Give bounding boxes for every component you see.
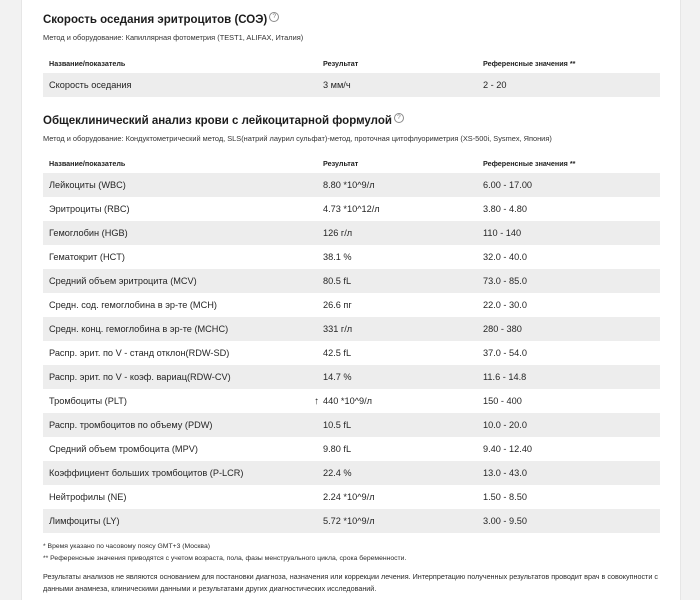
table-row	[43, 413, 660, 437]
result-cell	[323, 252, 483, 262]
table-row	[43, 341, 660, 365]
table-row	[43, 221, 660, 245]
indicator-name: Тромбоциты (PLT)	[49, 396, 127, 406]
table-row	[43, 197, 660, 221]
result-value: 38.1 %	[323, 252, 352, 262]
result-value: 10.5 fL	[323, 420, 352, 430]
section-title: Скорость оседания эритроцитов (СОЭ)	[43, 14, 268, 26]
indicator-name: Средний объем тромбоцита (MPV)	[49, 444, 198, 454]
table-row	[43, 293, 660, 317]
indicator-name: Гематокрит (HCT)	[49, 252, 125, 262]
indicator-name: Скорость оседания	[49, 80, 132, 90]
indicator-name: Распр. эрит. по V - коэф. вариац(RDW-CV)	[49, 372, 231, 382]
reference-range: 1.50 - 8.50	[483, 492, 527, 502]
indicator-name: Средн. сод. гемоглобина в эр-те (MCH)	[49, 300, 217, 310]
esr-title-row	[43, 14, 660, 26]
indicator-name: Распр. тромбоцитов по объему (PDW)	[49, 420, 213, 430]
reference-range: 110 - 140	[483, 228, 522, 238]
result-value: 14.7 %	[323, 372, 352, 382]
column-header-reference: Референсные значения **	[483, 159, 576, 168]
result-cell	[323, 180, 483, 190]
indicator-name: Коэффициент больших тромбоцитов (P-LCR)	[49, 468, 244, 478]
indicator-name: Распр. эрит. по V - станд отклон(RDW-SD)	[49, 348, 230, 358]
result-value: 4.73 *10^12/л	[323, 204, 380, 214]
esr-rows	[43, 73, 660, 97]
report-page	[21, 0, 681, 600]
result-value: 80.5 fL	[323, 276, 352, 286]
table-header	[43, 54, 660, 73]
result-value: 42.5 fL	[323, 348, 352, 358]
table-row	[43, 269, 660, 293]
disclaimer: Результаты анализов не являются основанием для постановки диагноза, назначения или коррекции лечения. Интерпретацию полученных результатов проводит врач в совокупности с данными анамнеза, клиническими данными и результатами других диагностических исследований.	[43, 572, 658, 593]
result-value: 2.24 *10^9/л	[323, 492, 375, 502]
cbc-title-row	[43, 115, 660, 127]
result-cell	[323, 276, 483, 286]
table-row	[43, 485, 660, 509]
indicator-name: Эритроциты (RBC)	[49, 204, 130, 214]
result-value: 22.4 %	[323, 468, 352, 478]
indicator-name: Лейкоциты (WBC)	[49, 180, 126, 190]
help-icon[interactable]: ?	[394, 113, 404, 123]
arrow-up-icon: ↑	[314, 396, 319, 407]
result-cell	[323, 300, 483, 310]
cbc-rows	[43, 173, 660, 533]
reference-range: 32.0 - 40.0	[483, 252, 527, 262]
reference-range: 3.80 - 4.80	[483, 204, 527, 214]
indicator-name: Лимфоциты (LY)	[49, 516, 120, 526]
reference-range: 9.40 - 12.40	[483, 444, 533, 454]
table-row	[43, 437, 660, 461]
indicator-name: Гемоглобин (HGB)	[49, 228, 128, 238]
table-row	[43, 173, 660, 197]
column-header-name: Название/показатель	[49, 159, 126, 168]
reference-range: 73.0 - 85.0	[483, 276, 527, 286]
section-title: Общеклинический анализ крови с лейкоцитарной формулой	[43, 115, 392, 127]
esr-section	[43, 14, 660, 97]
result-cell	[323, 348, 483, 358]
indicator-name: Средн. конц. гемоглобина в эр-те (MCHC)	[49, 324, 229, 334]
reference-range: 22.0 - 30.0	[483, 300, 527, 310]
column-header-result: Результат	[323, 59, 359, 68]
footnotes	[43, 543, 660, 595]
reference-range: 11.6 - 14.8	[483, 372, 527, 382]
footnote-reference: ** Референсные значения приводятся с учетом возраста, пола, фазы менструального цикла, срока беременности.	[43, 555, 407, 562]
result-cell	[323, 228, 483, 238]
result-cell	[323, 324, 483, 334]
table-row	[43, 389, 660, 413]
table-row	[43, 317, 660, 341]
table-row	[43, 245, 660, 269]
result-cell	[314, 396, 483, 407]
table-header	[43, 154, 660, 173]
result-cell	[323, 420, 483, 430]
reference-range: 3.00 - 9.50	[483, 516, 527, 526]
result-cell	[323, 444, 483, 454]
column-header-name: Название/показатель	[49, 59, 126, 68]
result-value: 3 мм/ч	[323, 80, 351, 90]
method-description: Метод и оборудование: Капиллярная фотометрия (TEST1, ALIFAX, Италия)	[43, 33, 304, 42]
result-value: 8.80 *10^9/л	[323, 180, 375, 190]
reference-range: 150 - 400	[483, 396, 522, 406]
reference-range: 6.00 - 17.00	[483, 180, 533, 190]
result-value: 9.80 fL	[323, 444, 352, 454]
indicator-name: Средний объем эритроцита (MCV)	[49, 276, 197, 286]
table-row	[43, 365, 660, 389]
result-value: 331 г/л	[323, 324, 353, 334]
result-value: 440 *10^9/л	[323, 396, 373, 406]
result-cell	[323, 468, 483, 478]
result-value: 5.72 *10^9/л	[323, 516, 375, 526]
reference-range: 2 - 20	[483, 80, 507, 90]
reference-range: 13.0 - 43.0	[483, 468, 527, 478]
column-header-result: Результат	[323, 159, 359, 168]
table-row	[43, 461, 660, 485]
reference-range: 280 - 380	[483, 324, 522, 334]
method-description: Метод и оборудование: Кондуктометрический метод, SLS(натрий лаурил сульфат)-метод, проточная цитофлуориметрия (XS-500i, Sysmex, Япония)	[43, 134, 552, 143]
table-row	[43, 509, 660, 533]
footnote-time: * Время указано по часовому поясу GMT+3 (Москва)	[43, 543, 210, 550]
result-cell	[323, 372, 483, 382]
result-cell	[323, 204, 483, 214]
result-cell	[323, 80, 483, 90]
help-icon[interactable]: ?	[269, 12, 279, 22]
esr-table	[43, 54, 660, 97]
result-value: 126 г/л	[323, 228, 353, 238]
reference-range: 10.0 - 20.0	[483, 420, 527, 430]
result-cell	[323, 516, 483, 526]
indicator-name: Нейтрофилы (NE)	[49, 492, 127, 502]
table-row	[43, 73, 660, 97]
result-cell	[323, 492, 483, 502]
cbc-section	[43, 115, 660, 533]
column-header-reference: Референсные значения **	[483, 59, 576, 68]
result-value: 26.6 пг	[323, 300, 352, 310]
cbc-table	[43, 154, 660, 533]
reference-range: 37.0 - 54.0	[483, 348, 527, 358]
